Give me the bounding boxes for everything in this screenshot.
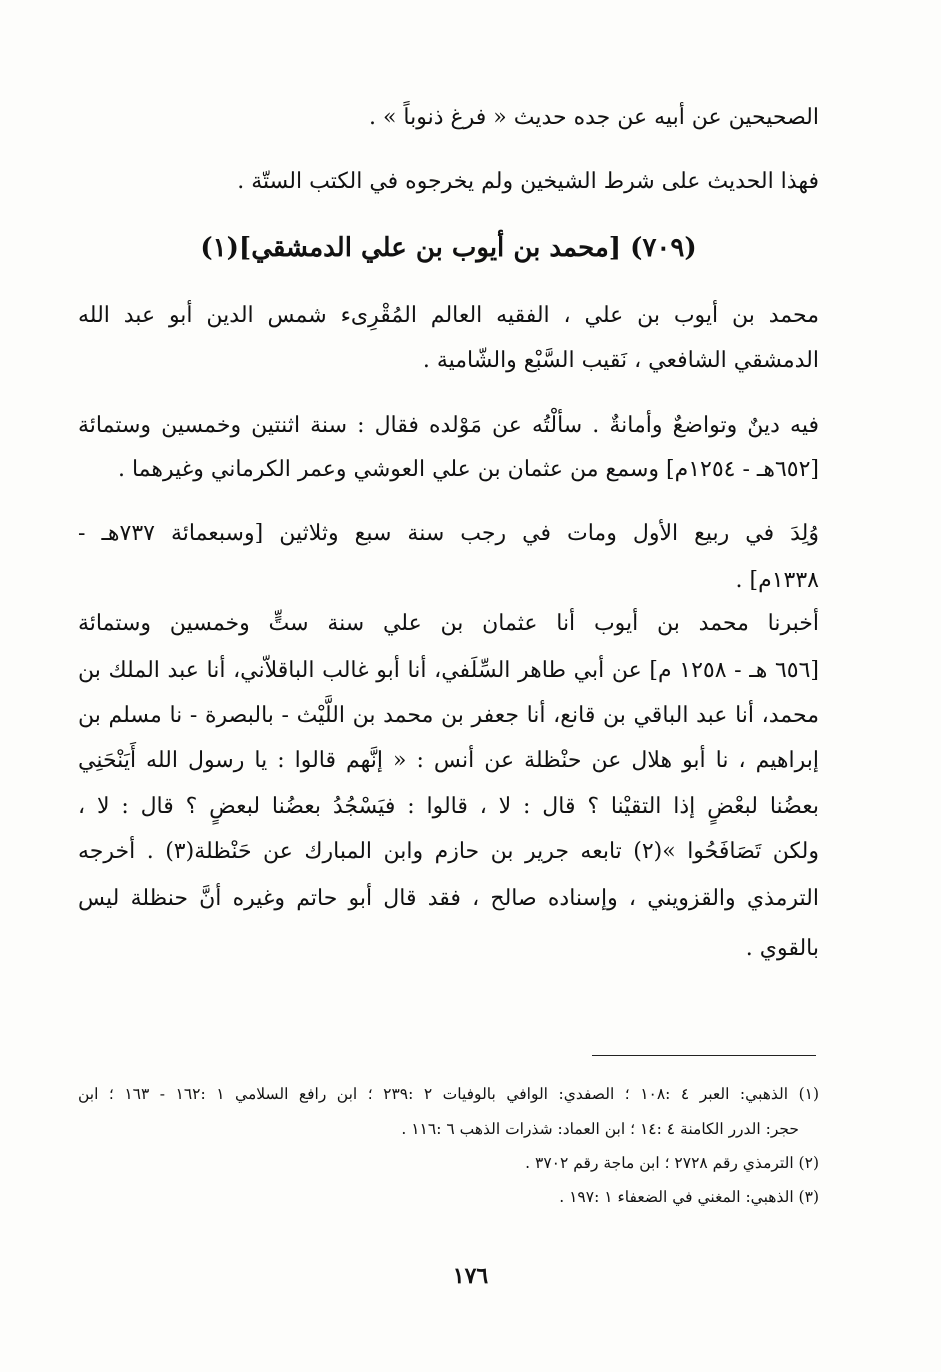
text-line: الدمشقي الشافعي ، نَقيب السَّبْع والشّامية . — [422, 348, 819, 373]
text-line: أخبرنا محمد بن أيوب أنا عثمان بن علي سنة ستٍّ وخمسين وستمائة — [78, 611, 819, 636]
text-line: الترمذي والقزويني ، وإسناده صالح ، فقد قال أبو حاتم وغيره أنَّ حنظلة ليس — [78, 886, 819, 911]
text-line: إبراهيم ، نا أبو هلال عن حنْظلة عن أنس : « إنَّهم قالوا : يا رسول الله أَيَنْحَنِي — [78, 748, 819, 773]
text-line: ١٣٣٨م] . — [735, 568, 819, 593]
text-line: محمد بن أيوب بن علي ، الفقيه العالم المُقْرِىء شمس الدين أبو عبد الله — [78, 303, 819, 328]
text-line: محمد، أنا عبد الباقي بن قانع، أنا جعفر بن محمد بن اللَّيْث - بالبصرة - نا مسلم بن — [78, 703, 819, 728]
footnote-line: (٢) الترمذي رقم ٢٧٢٨ ؛ ابن ماجة رقم ٣٧٠٢ . — [525, 1154, 819, 1172]
text-line: فهذا الحديث على شرط الشيخين ولم يخرجوه في الكتب الستّة . — [237, 169, 819, 194]
text-line: الصحيحين عن أبيه عن جده حديث « فرغ ذنوباً » . — [368, 105, 819, 130]
text-line: ولكن تَصَافَحُوا »(٢) تابعه جرير بن حازم وابن المبارك عن حَنْظلة(٣) . أخرجه — [78, 839, 819, 864]
footnote-line: (٣) الذهبي: المغني في الضعفاء ١ :١٩٧ . — [559, 1188, 819, 1206]
footnote-divider — [592, 1055, 816, 1056]
page-number: ١٧٦ — [452, 1263, 489, 1289]
entry-heading: (٧٠٩) [محمد بن أيوب بن علي الدمشقي](١) — [200, 233, 697, 263]
text-line: بالقوي . — [745, 936, 819, 961]
text-line: وُلِدَ في ربيع الأول ومات في رجب سنة سبع وثلاثين [وسبعمائة ٧٣٧هـ - — [78, 521, 819, 546]
footnote-line: حجر: الدرر الكامنة ٤ :١٤ ؛ ابن العماد: شذرات الذهب ٦ :١١٦ . — [401, 1120, 799, 1138]
text-line: فيه دينٌ وتواضعٌ وأمانةٌ . سألْتُه عن مَوْلده فقال : سنة اثنتين وخمسين وستمائة — [78, 413, 819, 438]
text-line: [٦٥٢هـ - ١٢٥٤م] وسمع من عثمان بن علي العوشي وعمر الكرماني وغيرهما . — [117, 457, 819, 482]
text-line: [٦٥٦ هـ - ١٢٥٨ م] عن أبي طاهر السِّلَفي، أنا أبو غالب الباقلاّني، أنا عبد الملك بن — [78, 658, 819, 683]
footnote-line: (١) الذهبي: العبر ٤ :١٠٨ ؛ الصفدي: الوافي بالوفيات ٢ :٢٣٩ ؛ ابن رافع السلامي ١ :١٦٢ - ١٦٣ ؛ ابن — [78, 1085, 820, 1103]
text-line: بعضُنا لبعْضٍ إذا التقيْنا ؟ قال : لا ، قالوا : فيَسْجُدُ بعضُنا لبعضٍ ؟ قال : لا ، — [78, 794, 819, 819]
